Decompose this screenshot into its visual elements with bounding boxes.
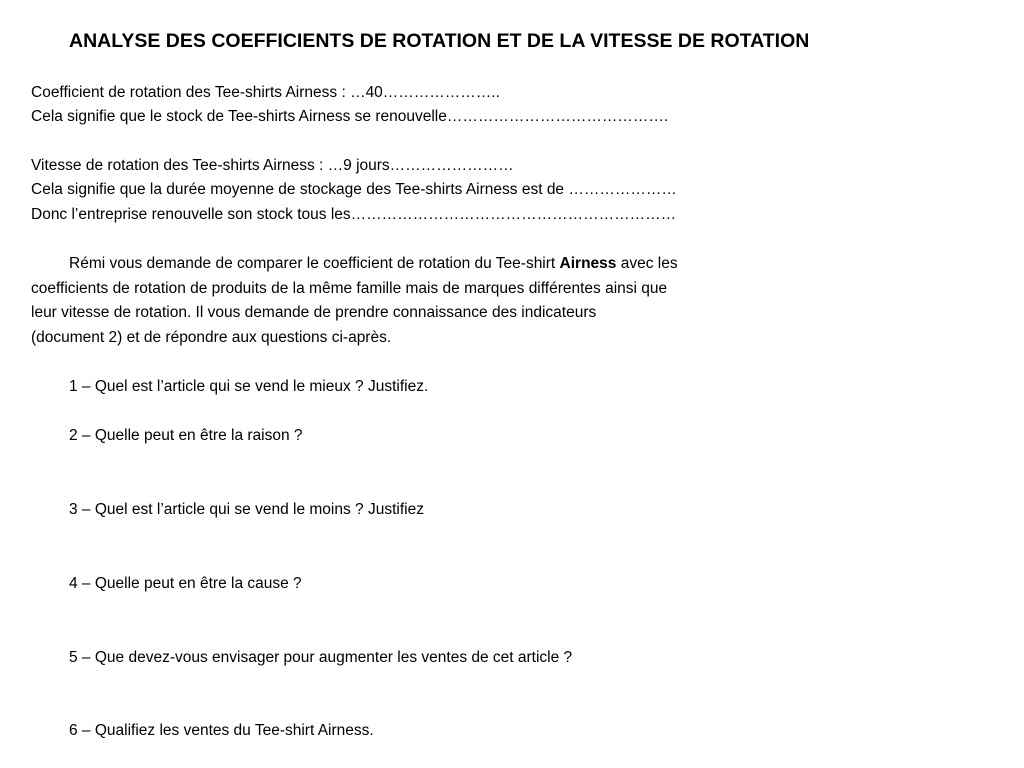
airness-brand-bold: Airness <box>559 255 617 272</box>
question-2: 2 – Quelle peut en être la raison ? <box>69 427 303 444</box>
question-4: 4 – Quelle peut en être la cause ? <box>69 575 302 592</box>
paragraph-line-4: (document 2) et de répondre aux questions ci-après. <box>31 329 392 346</box>
paragraph-line-1-start: Rémi vous demande de comparer le coefficient de rotation du Tee-shirt <box>69 255 560 272</box>
paragraph-line-1-end: avec les <box>616 255 678 272</box>
page-title: ANALYSE DES COEFFICIENTS DE ROTATION ET DE LA VITESSE DE ROTATION <box>69 30 810 52</box>
stock-renewal-line: Cela signifie que le stock de Tee-shirts Airness se renouvelle……………………………………. <box>31 108 669 125</box>
question-3: 3 – Quel est l’article qui se vend le moins ? Justifiez <box>69 501 424 518</box>
storage-duration-line: Cela signifie que la durée moyenne de stockage des Tee-shirts Airness est de ………………… <box>31 181 677 198</box>
rotation-coefficient-line: Coefficient de rotation des Tee-shirts Airness : …40………………….. <box>31 84 500 101</box>
paragraph-line-2: coefficients de rotation de produits de la même famille mais de marques différentes ainsi que <box>31 280 668 297</box>
question-5: 5 – Que devez-vous envisager pour augmenter les ventes de cet article ? <box>69 649 573 666</box>
stock-renewal-frequency-line: Donc l’entreprise renouvelle son stock tous les……………………………………………………… <box>31 206 677 223</box>
question-1: 1 – Quel est l’article qui se vend le mieux ? Justifiez. <box>69 378 429 395</box>
paragraph-line-1 <box>69 254 678 274</box>
question-6: 6 – Qualifiez les ventes du Tee-shirt Airness. <box>69 722 374 739</box>
paragraph-line-3: leur vitesse de rotation. Il vous demande de prendre connaissance des indicateurs <box>31 304 597 321</box>
rotation-speed-line: Vitesse de rotation des Tee-shirts Airness : …9 jours…………………… <box>31 157 514 174</box>
